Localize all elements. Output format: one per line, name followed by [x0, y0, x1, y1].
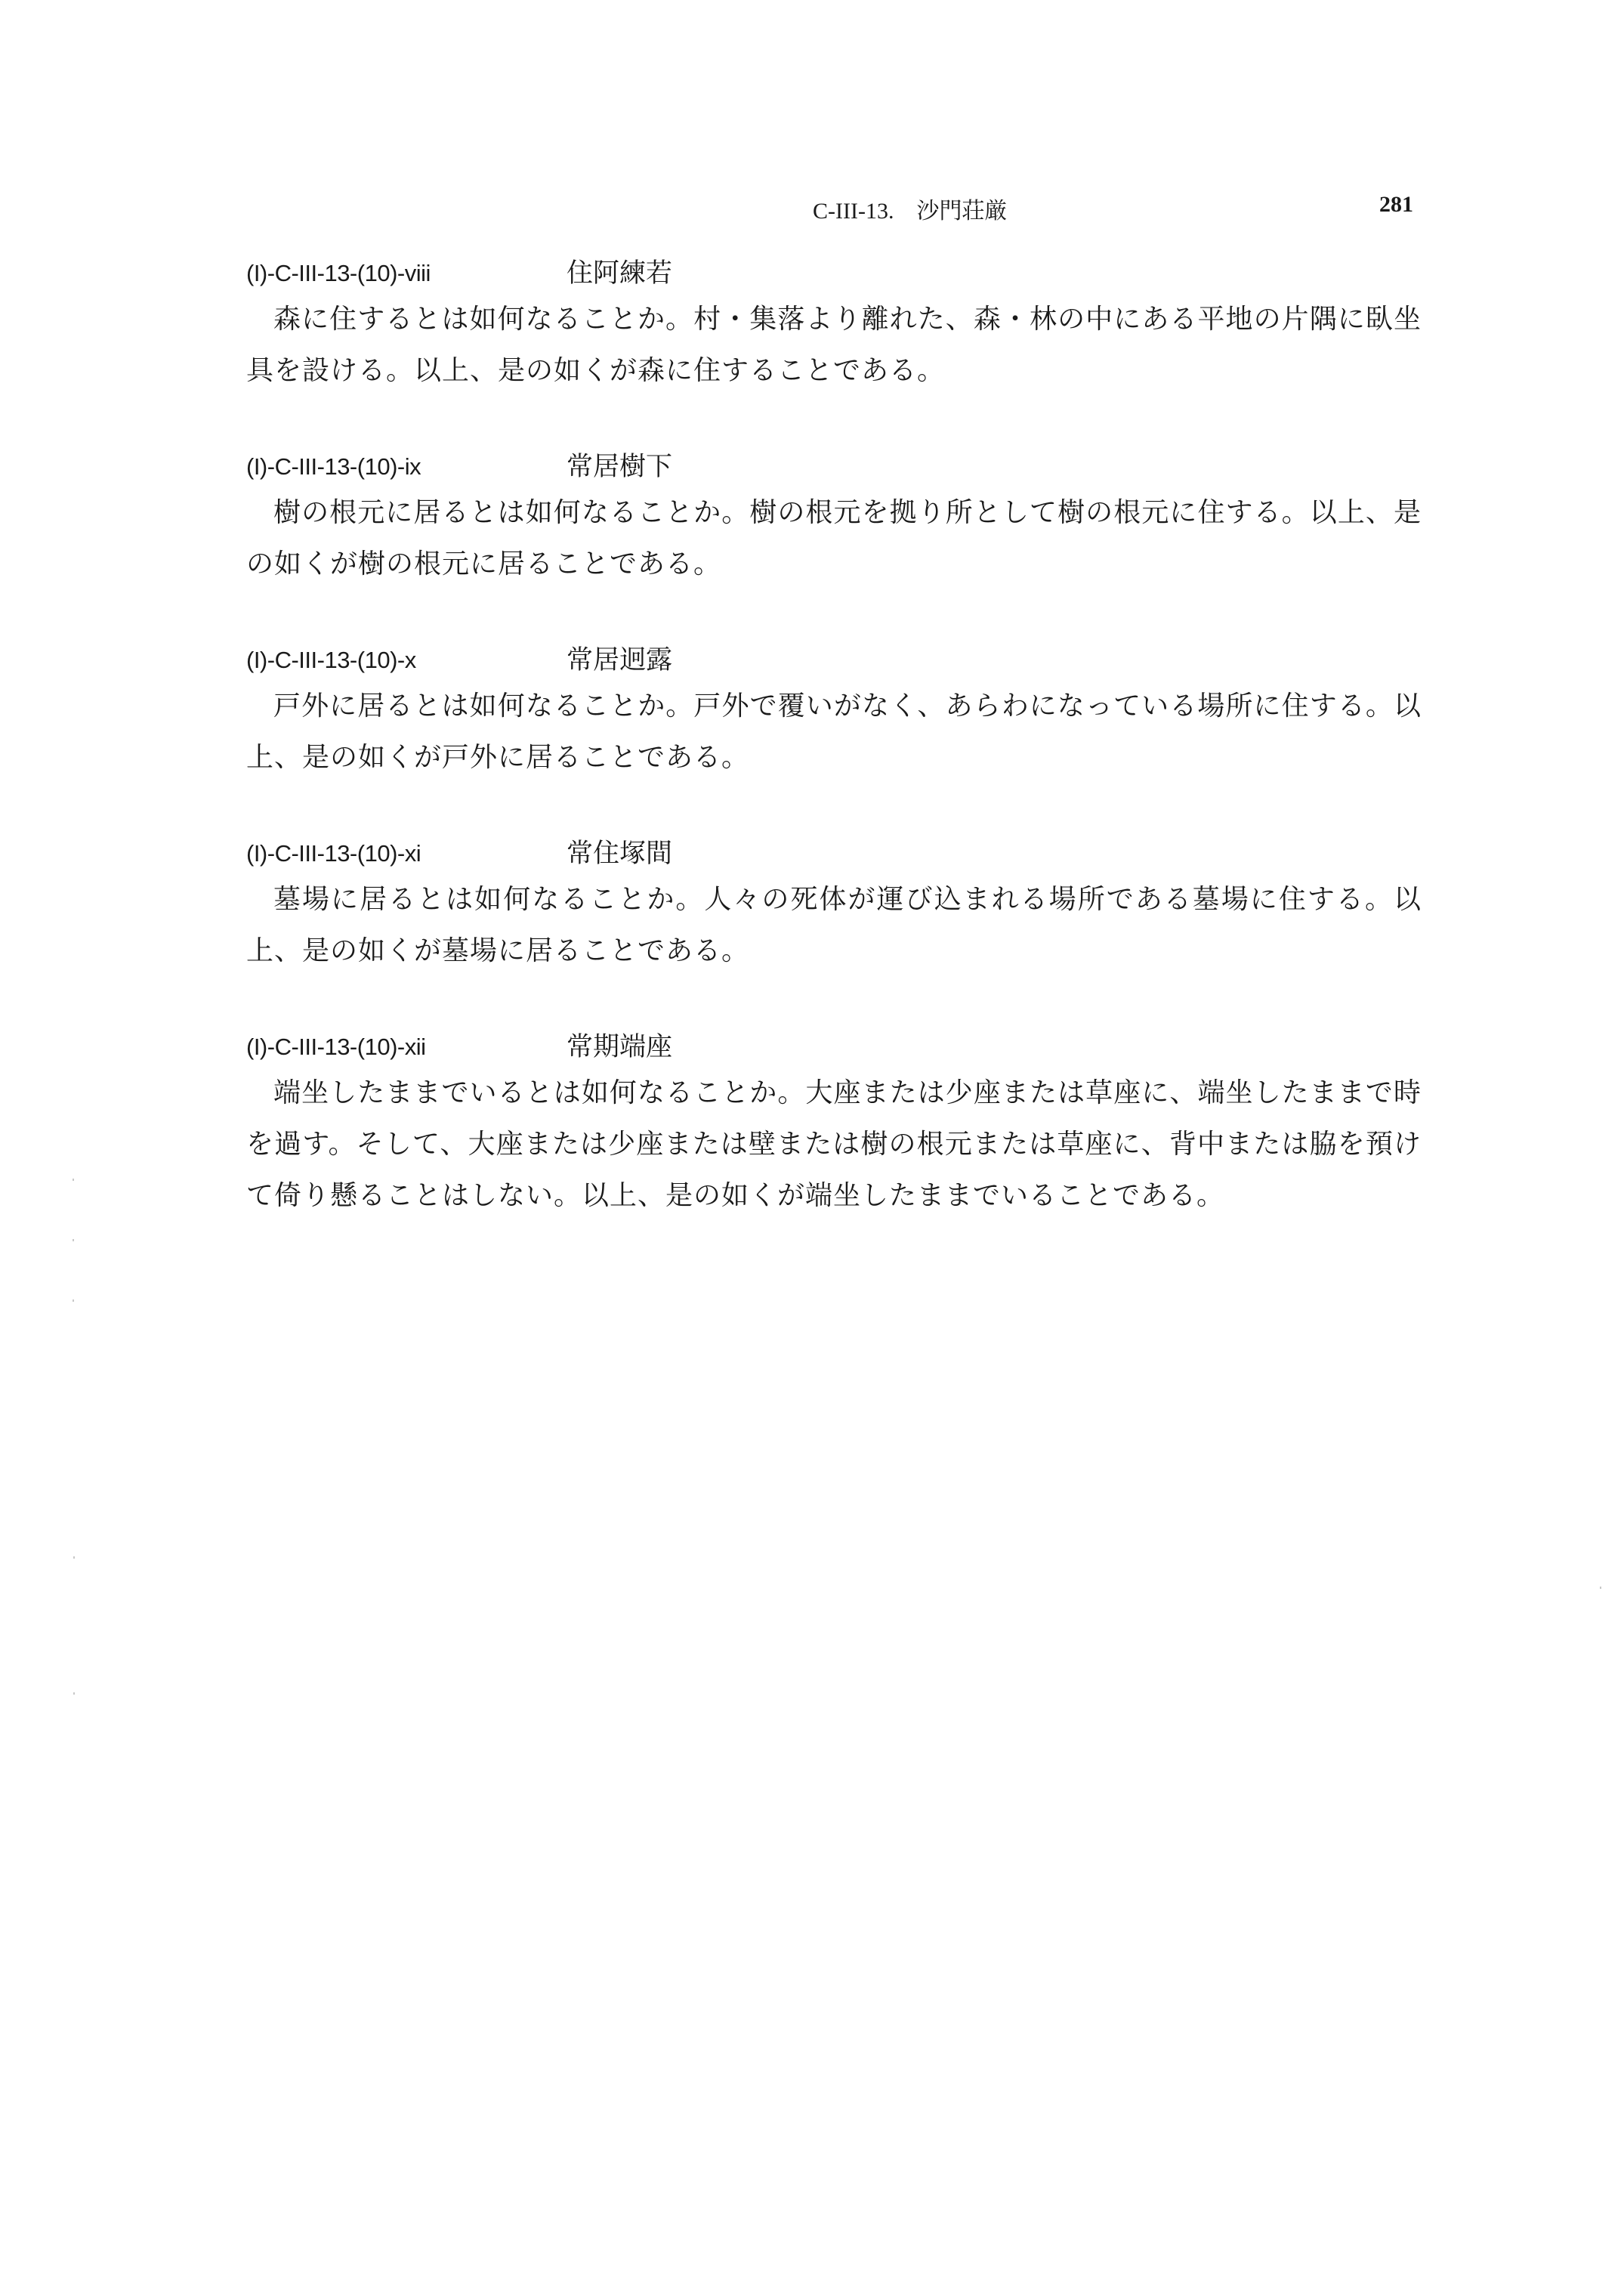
- entry-title: 常居迥露: [567, 645, 673, 675]
- entry-id: (I)-C-III-13-(10)-viii: [246, 260, 431, 286]
- entry-title: 住阿練若: [567, 258, 673, 289]
- page-number: 281: [1379, 192, 1413, 217]
- entry-section: [246, 1027, 1422, 1222]
- running-title: C-III-13. 沙門荘厳: [813, 199, 1008, 224]
- entry-heading: [246, 1027, 1422, 1068]
- entry-section: [246, 833, 1422, 977]
- entry-section: [246, 253, 1422, 397]
- entry-section: [246, 640, 1422, 783]
- entry-heading: [246, 447, 1422, 487]
- entry-id: (I)-C-III-13-(10)-x: [246, 647, 416, 673]
- main-content: [246, 253, 1422, 1272]
- entry-section: [246, 447, 1422, 590]
- scan-speck: [73, 1692, 75, 1695]
- entry-title: 常住塚間: [567, 839, 673, 869]
- entry-body: 戸外に居るとは如何なることか。戸外で覆いがなく、あらわになっている場所に住する。以上、是の如くが戸外に居ることである。: [246, 691, 1422, 773]
- scan-speck: [73, 1239, 74, 1241]
- scan-speck: [73, 1556, 75, 1559]
- entry-body: 樹の根元に居るとは如何なることか。樹の根元を拠り所として樹の根元に住する。以上、是の如くが樹の根元に居ることである。: [246, 497, 1422, 579]
- entry-body: 端坐したままでいるとは如何なることか。大座または少座または草座に、端坐したままで時を過す。そして、大座または少座または壁または樹の根元または草座に、背中または脇を預けて倚り懸ることはしない。以上、是の如くが端坐したままでいることである。: [246, 1077, 1422, 1211]
- entry-id: (I)-C-III-13-(10)-ix: [246, 453, 421, 480]
- scan-speck: [73, 1299, 74, 1302]
- entry-heading: [246, 640, 1422, 681]
- entry-heading: [246, 833, 1422, 874]
- entry-id: (I)-C-III-13-(10)-xi: [246, 840, 421, 867]
- entry-body: 森に住するとは如何なることか。村・集落より離れた、森・林の中にある平地の片隅に臥坐具を設ける。以上、是の如くが森に住することである。: [246, 304, 1422, 386]
- scan-speck: [1600, 1587, 1601, 1589]
- entry-title: 常居樹下: [567, 452, 673, 482]
- entry-id: (I)-C-III-13-(10)-xii: [246, 1034, 426, 1060]
- scan-speck: [73, 1179, 74, 1181]
- entry-heading: [246, 253, 1422, 294]
- running-header: [0, 192, 1624, 230]
- entry-body: 墓場に居るとは如何なることか。人々の死体が運び込まれる場所である墓場に住する。以上、是の如くが墓場に居ることである。: [246, 884, 1422, 966]
- entry-title: 常期端座: [567, 1032, 673, 1062]
